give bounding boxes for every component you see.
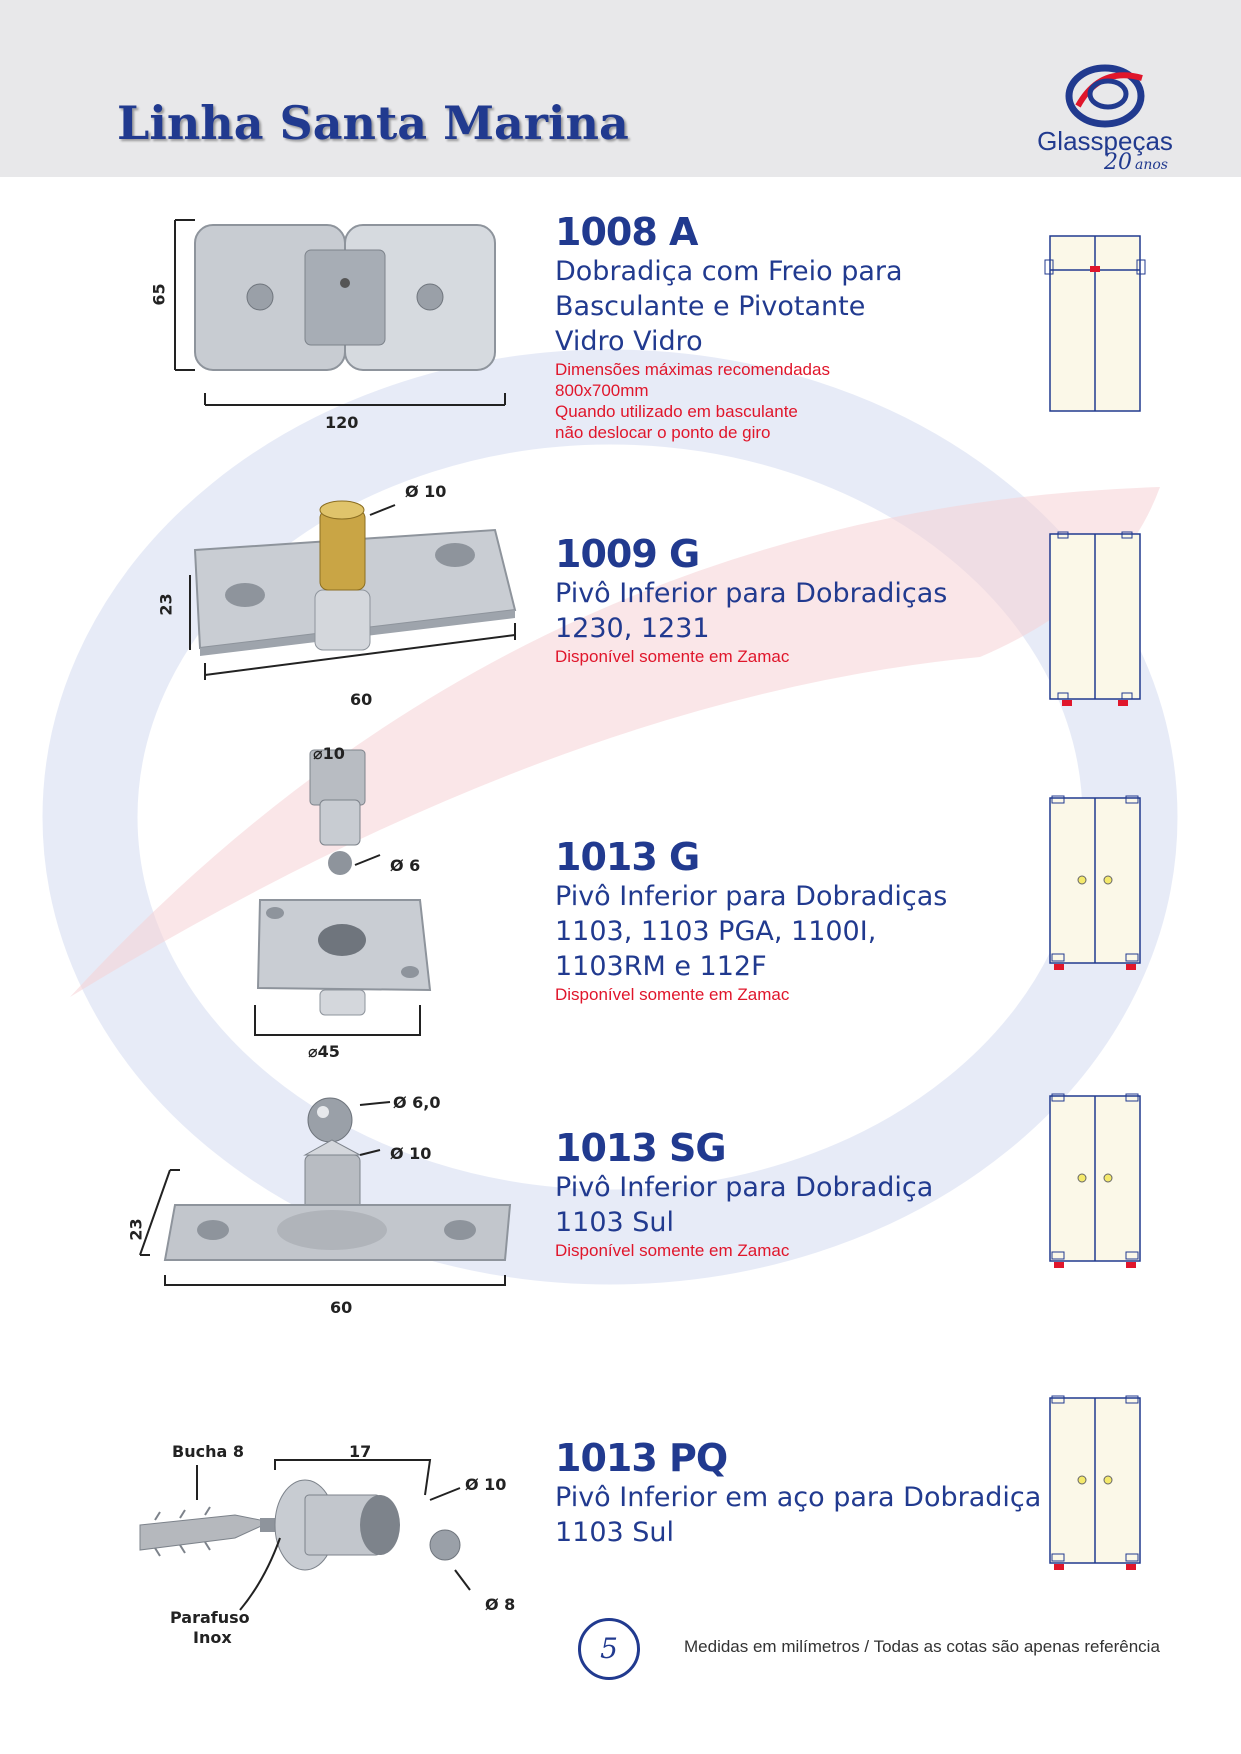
product-desc-line: 1103 Sul [555, 1517, 675, 1548]
product-desc-line: Pivô Inferior para Dobradiça [555, 1172, 934, 1203]
product-1013g [555, 835, 1045, 1005]
glasspecas-logo [1030, 58, 1180, 178]
product-note: Disponível somente em Zamac [555, 1241, 790, 1260]
product-photo-1009g [150, 480, 530, 705]
dim-height: 23 [156, 593, 176, 616]
label-bucha: Bucha 8 [172, 1442, 244, 1461]
dim-width: 60 [330, 1298, 353, 1317]
footer-note: Medidas em milímetros / Todas as cotas são apenas referência [684, 1637, 1160, 1656]
product-desc-line: 1103, 1103 PGA, 1100I, [555, 916, 877, 947]
door-diagram-1009g [1040, 528, 1150, 713]
dim-diameter: Ø 10 [390, 1144, 432, 1163]
dim-length: 17 [349, 1442, 372, 1461]
product-desc-line: Pivô Inferior em aço para Dobradiça [555, 1482, 1042, 1513]
page-header [0, 0, 1241, 177]
product-1013sg [555, 1126, 1045, 1261]
dim-width: 60 [350, 690, 373, 709]
product-desc-line: Vidro Vidro [555, 326, 703, 357]
product-desc-line: Basculante e Pivotante [555, 291, 866, 322]
logo-years: 20 anos [1104, 150, 1168, 175]
product-note: Quando utilizado em basculante [555, 402, 798, 421]
dim-width: ⌀45 [308, 1042, 340, 1061]
product-desc-line: Pivô Inferior para Dobradiças [555, 881, 948, 912]
product-1013pq [555, 1436, 1045, 1550]
product-code: 1009 G [555, 532, 700, 576]
logo-name: Glasspeças [1037, 126, 1173, 156]
door-diagram-1013pq [1040, 1392, 1150, 1577]
product-photo-1008a [150, 205, 520, 445]
product-note: 800x700mm [555, 381, 649, 400]
product-desc-line: Dobradiça com Freio para [555, 256, 903, 287]
dim-diameter: Ø 6 [390, 856, 421, 875]
product-code: 1013 G [555, 835, 700, 879]
product-note: Dimensões máximas recomendadas [555, 360, 830, 379]
page-number: 5 [578, 1618, 640, 1680]
logo-swirl-icon [1030, 58, 1180, 133]
product-code: 1013 PQ [555, 1436, 728, 1480]
door-diagram-1013g [1040, 792, 1150, 977]
dim-height: 23 [126, 1218, 146, 1241]
label-parafuso: Parafuso [170, 1608, 250, 1627]
door-diagram-1013sg [1040, 1090, 1150, 1275]
product-note: não deslocar o ponto de giro [555, 423, 771, 442]
dim-width: 120 [325, 413, 359, 432]
dim-diameter: Ø 10 [405, 482, 447, 501]
product-code: 1013 SG [555, 1126, 726, 1170]
dim-diameter: Ø 6,0 [393, 1093, 441, 1112]
door-diagram-1008a [1040, 230, 1150, 415]
dim-diameter: Ø 10 [465, 1475, 507, 1494]
product-note: Disponível somente em Zamac [555, 985, 790, 1004]
product-photo-1013sg [125, 1090, 525, 1310]
product-photo-1013g [240, 740, 460, 1050]
label-inox: Inox [193, 1628, 232, 1647]
dim-diameter: ⌀10 [313, 744, 345, 763]
product-note: Disponível somente em Zamac [555, 647, 790, 666]
product-desc-line: 1103RM e 112F [555, 951, 767, 982]
page-title: Linha Santa Marina [117, 96, 629, 150]
product-desc-line: 1103 Sul [555, 1207, 675, 1238]
product-desc-line: Pivô Inferior para Dobradiças [555, 578, 948, 609]
dim-height: 65 [149, 283, 169, 306]
product-code: 1008 A [555, 210, 698, 254]
dim-diameter: Ø 8 [485, 1595, 516, 1614]
product-desc-line: 1230, 1231 [555, 613, 710, 644]
product-1009g [555, 532, 1045, 667]
product-1008a [555, 210, 1045, 443]
